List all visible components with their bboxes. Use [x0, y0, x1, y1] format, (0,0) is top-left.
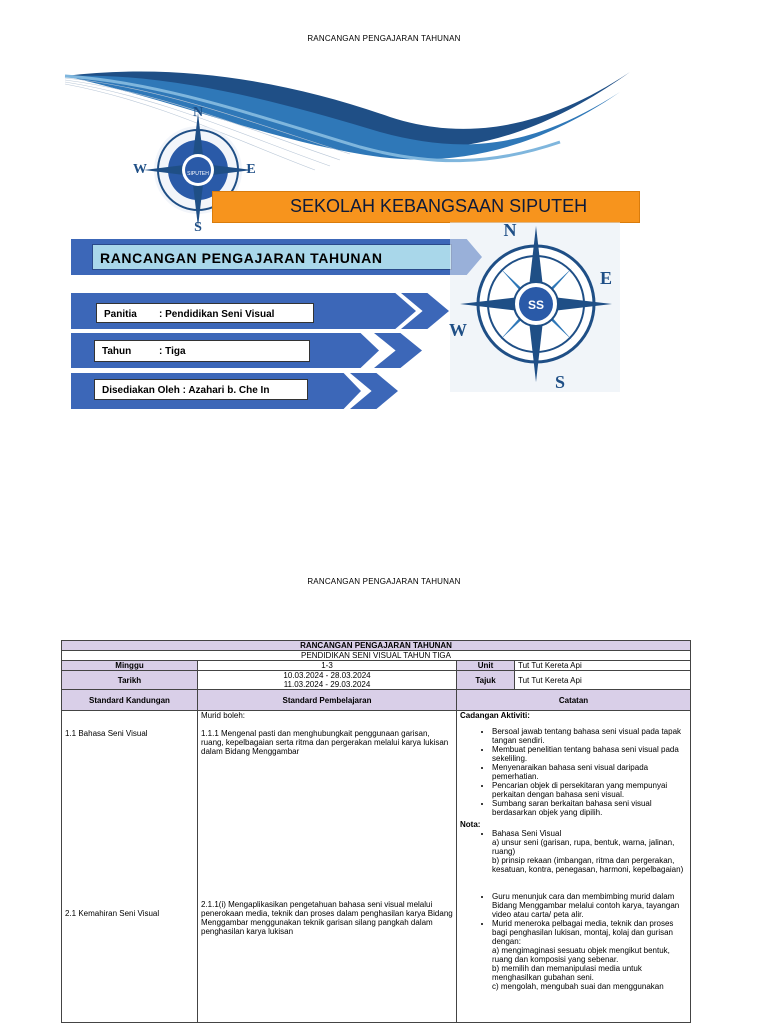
list-item: • Sumbang saran berkaitan bahasa seni visual berdasarkan objek yang dipilih. — [492, 799, 687, 817]
document-title: RANCANGAN PENGAJARAN TAHUNAN — [100, 250, 383, 266]
svg-text:N: N — [503, 220, 517, 240]
minggu-label: Minggu — [62, 661, 198, 671]
sp-cell — [198, 711, 457, 1023]
table-title: RANCANGAN PENGAJARAN TAHUNAN — [62, 641, 691, 651]
table-row — [62, 711, 691, 1023]
minggu-value: 1-3 — [198, 661, 457, 671]
large-compass — [440, 212, 630, 397]
list-item: • Membuat penelitian tentang bahasa seni visual pada sekeliling. — [492, 745, 687, 763]
sp1: 1.1.1 Mengenal pasti dan menghubungkait penggunaan garisan, ruang, kepelbagaian serta ritma dan pergerakan melalui karya lukisan dalam Bidang Menggambar — [201, 729, 449, 756]
sp2: 2.1.1(i) Mengaplikasikan pengetahuan bahasa seni visual melalui penerokaan media, teknik dan proses dalam penghasilan karya Bidang Menggambar menggunakan teknik garisan silang pangkah dalam penghasilan karya lukisan — [201, 900, 453, 936]
sub-c: c) mengolah, mengubah suai dan menggunakan — [492, 982, 664, 991]
svg-text:N: N — [192, 105, 204, 120]
nota-b: b) prinsip rekaan (imbangan, ritma dan pergerakan, kesatuan, kontra, penegasan, harmoni, kepelbagaian) — [492, 856, 684, 874]
tarikh-label: Tarikh — [62, 671, 198, 690]
school-name: SEKOLAH KEBANGSAAN SIPUTEH — [290, 196, 588, 216]
panitia-field: Panitia : Pendidikan Seni Visual — [96, 303, 314, 323]
sk-cell — [62, 711, 198, 1023]
disediakan-field: Disediakan Oleh : Azahari b. Che In — [94, 379, 308, 400]
list-item: • Menyenaraikan bahasa seni visual daripada pemerhatian. — [492, 763, 687, 781]
running-header-page2: RANCANGAN PENGAJARAN TAHUNAN — [307, 577, 461, 586]
unit-value: Tut Tut Kereta Api — [515, 661, 691, 671]
unit-label: Unit — [457, 661, 515, 671]
svg-text:E: E — [599, 268, 613, 288]
sk1: 1.1 Bahasa Seni Visual — [65, 729, 148, 738]
compass-logo-text: SIPUTEH — [187, 171, 209, 177]
nota-heading: Nota: — [460, 820, 481, 829]
list-item: • Murid meneroka pelbagai media, teknik dan proses bagi penghasilan lukisan, montaj, kolaj dan gurisan dengan: — [492, 919, 687, 946]
murid-boleh: Murid boleh: — [201, 711, 246, 720]
svg-text:SS: SS — [527, 298, 545, 312]
tahun-field: Tahun : Tiga — [94, 340, 310, 362]
sub-b: b) memilih dan memanipulasi media untuk menghasilkan gubahan seni. — [492, 964, 642, 982]
svg-text:S: S — [554, 372, 566, 392]
tajuk-label: Tajuk — [457, 671, 515, 690]
svg-text:W: W — [133, 162, 147, 177]
header-standard-kandungan: Standard Kandungan — [62, 690, 198, 711]
svg-text:E: E — [246, 162, 256, 177]
sub-a: a) mengimaginasi sesuatu objek mengikut bentuk, ruang dan komposisi yang sebenar. — [492, 946, 670, 964]
table-subtitle: PENDIDIKAN SENI VISUAL TAHUN TIGA — [62, 651, 691, 661]
list-item: • Guru menunjuk cara dan membimbing murid dalam Bidang Menggambar melalui contoh karya, tayangan video atau carta/ peta alir. — [492, 892, 687, 919]
svg-text:S: S — [194, 220, 202, 235]
nota-a: a) unsur seni (garisan, rupa, bentuk, warna, jalinan, ruang) — [492, 838, 675, 856]
cadangan-heading: Cadangan Aktiviti: — [460, 711, 530, 720]
list-item: • Bersoal jawab tentang bahasa seni visual pada tapak tangan sendiri. — [492, 727, 687, 745]
tajuk-value: Tut Tut Kereta Api — [515, 671, 691, 690]
list-item: • Pencarian objek di persekitaran yang mempunyai perkaitan dengan bahasa seni visual. — [492, 781, 687, 799]
tarikh-value: 10.03.2024 - 28.03.2024 11.03.2024 - 29.03.2024 — [198, 671, 457, 690]
tahun-chevron — [374, 333, 422, 368]
header-standard-pembelajaran: Standard Pembelajaran — [198, 690, 457, 711]
catatan-cell — [457, 711, 691, 1023]
rpt-table — [61, 640, 691, 1023]
svg-text:W: W — [449, 320, 467, 340]
list-item: • Bahasa Seni Visual — [492, 829, 687, 838]
header-catatan: Catatan — [457, 690, 691, 711]
sk2: 2.1 Kemahiran Seni Visual — [65, 909, 160, 918]
running-header: RANCANGAN PENGAJARAN TAHUNAN — [307, 34, 461, 43]
